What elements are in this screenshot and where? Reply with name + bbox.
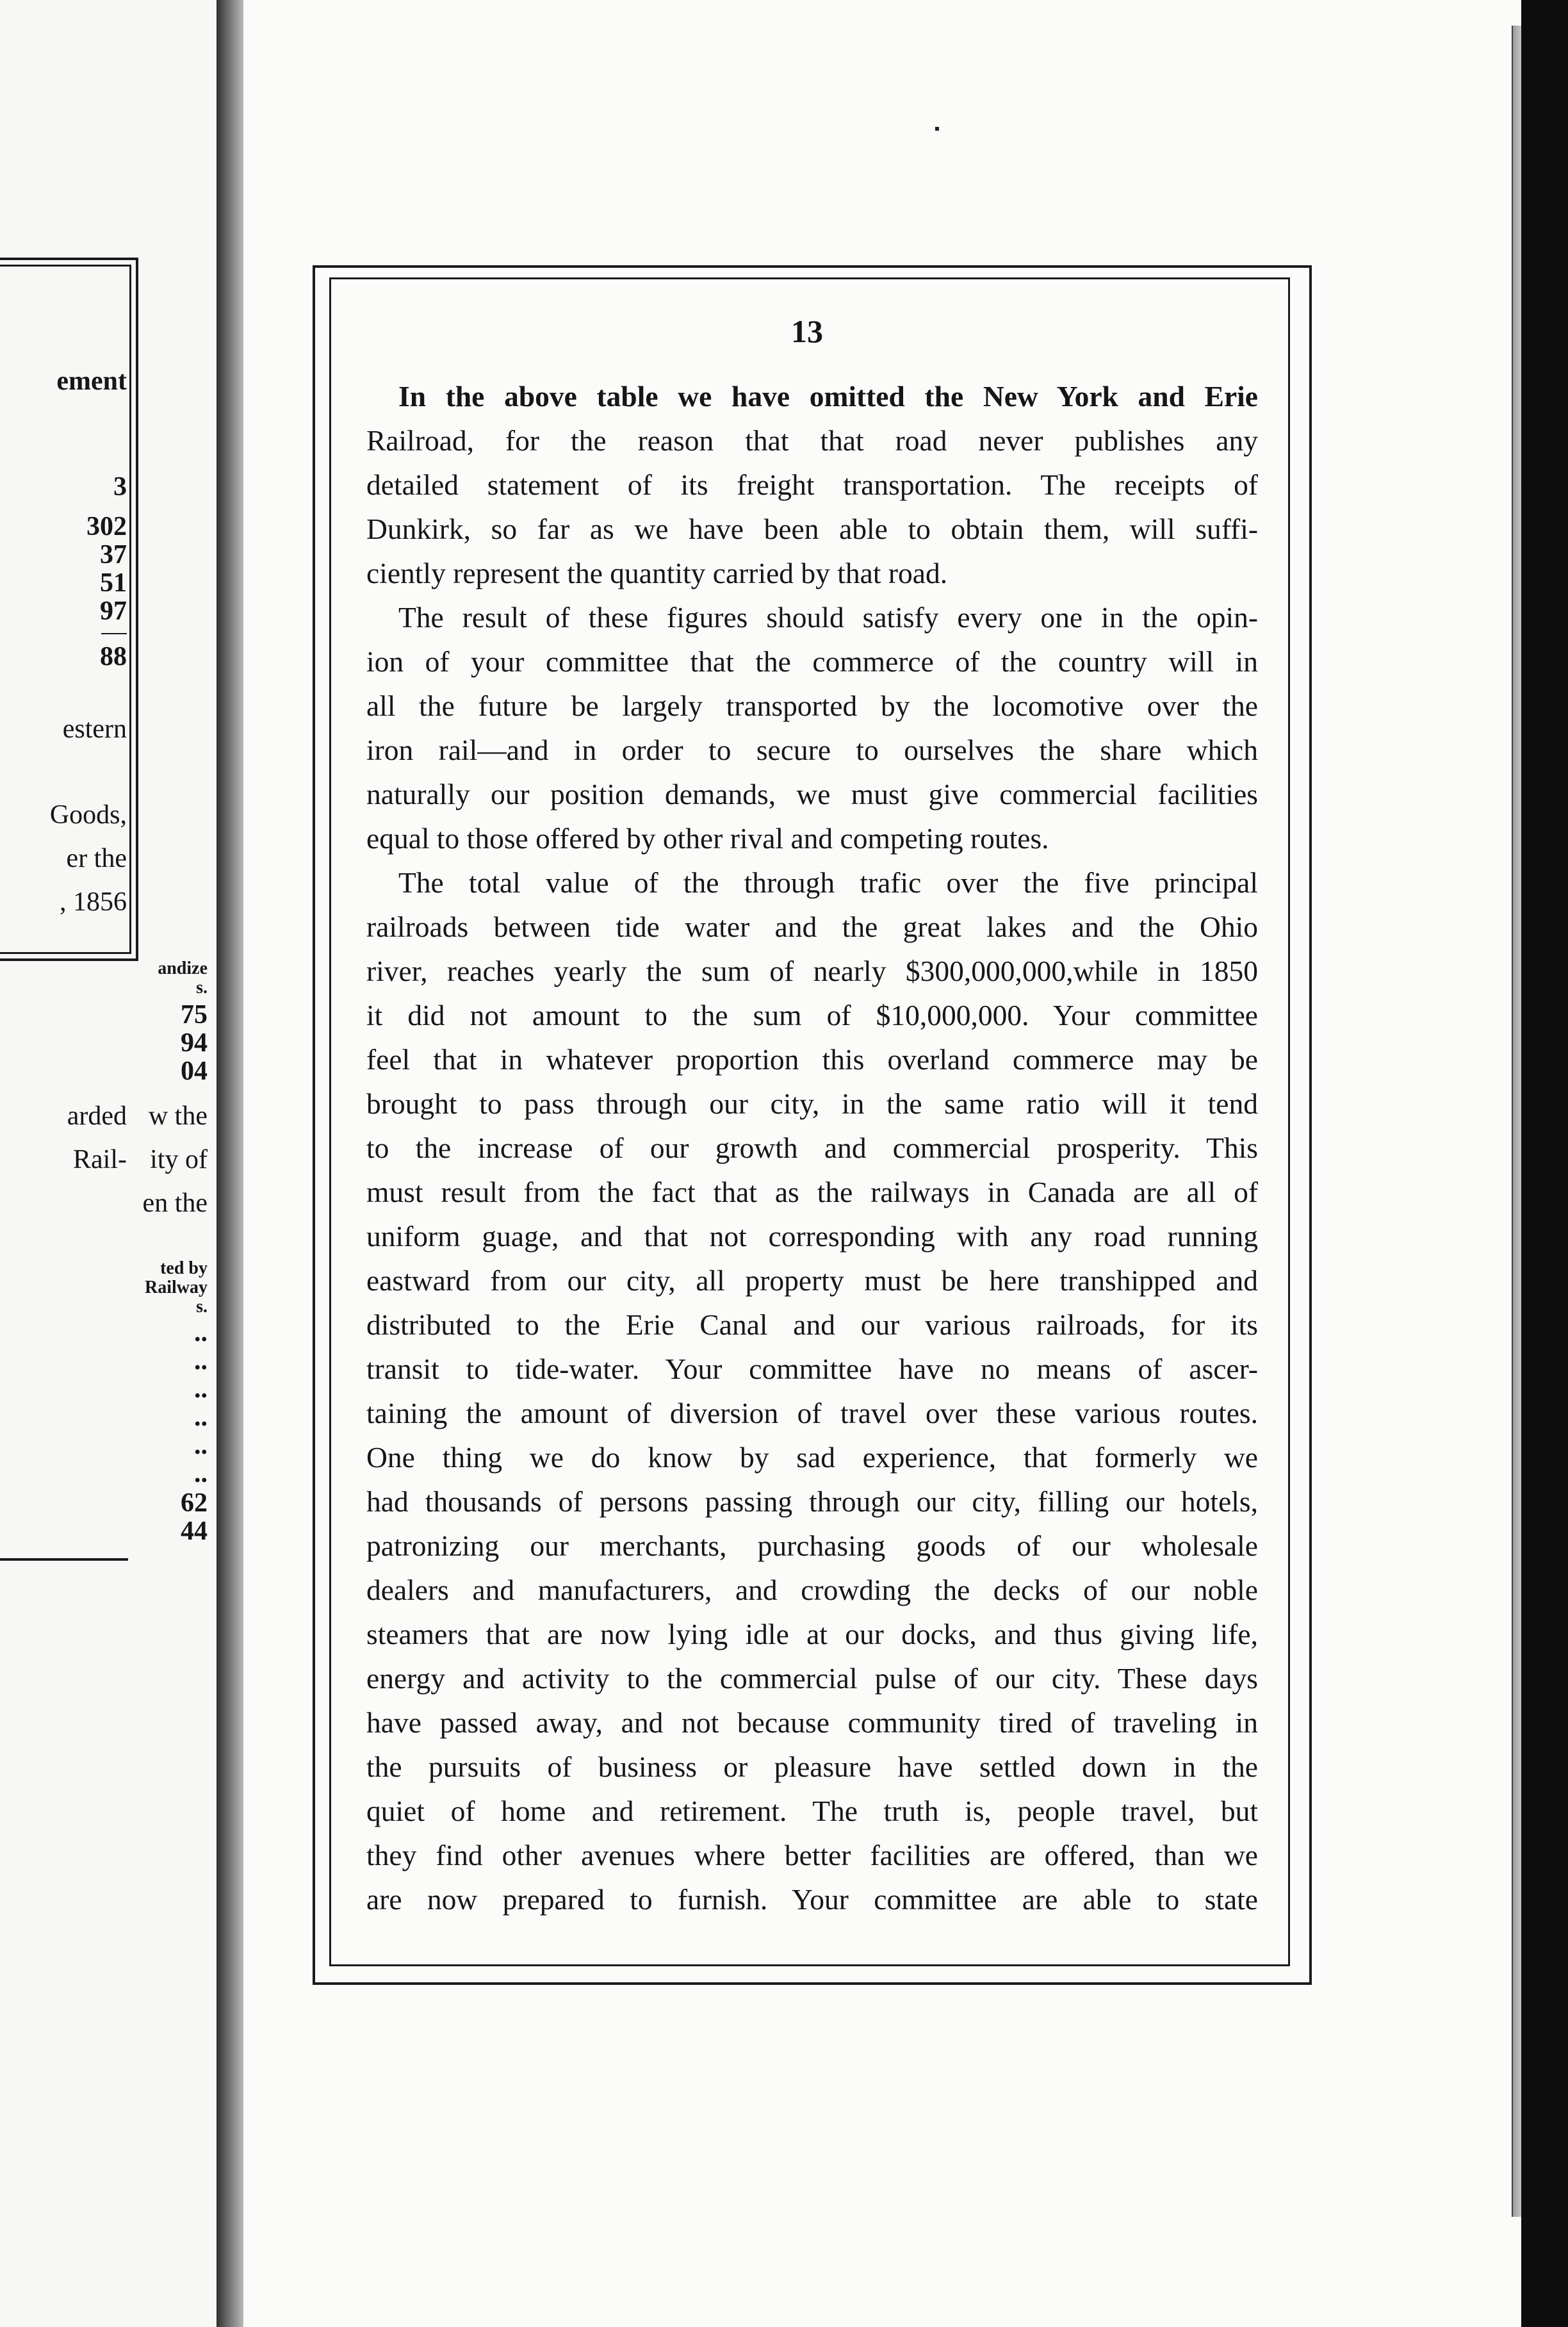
page-number: 13: [791, 313, 823, 349]
text-line: to the increase of our growth and commercial prosperity. This: [366, 1131, 1258, 1164]
left-fragment: 62: [181, 1488, 208, 1518]
left-fragment: s.: [196, 978, 208, 998]
text-line: energy and activity to the commercial pulse of our city. These days: [366, 1662, 1258, 1695]
text-line: Dunkirk, so far as we have been able to obtain them, will suffi-: [366, 513, 1258, 545]
left-fragment: w the: [148, 1101, 208, 1131]
text-line: they find other avenues where better facilities are offered, than we: [366, 1839, 1258, 1871]
text-line: uniform guage, and that not corresponding with any road running: [366, 1220, 1258, 1253]
left-fragment: ..: [194, 1346, 208, 1376]
text-line: river, reaches yearly the sum of nearly $300,000,000,while in 1850: [366, 955, 1258, 987]
text-line: distributed to the Erie Canal and our various railroads, for its: [366, 1308, 1258, 1341]
text-line: railroads between tide water and the great lakes and the Ohio: [366, 910, 1258, 943]
left-fragment: s.: [196, 1297, 208, 1317]
text-line: must result from the fact that as the railways in Canada are all of: [366, 1176, 1258, 1208]
text-line: quiet of home and retirement. The truth is, people travel, but: [366, 1795, 1258, 1827]
body-text: [366, 374, 1258, 1921]
left-fragment: arded: [67, 1101, 127, 1131]
left-fragment: 88: [100, 642, 127, 671]
left-fragment: Goods,: [49, 800, 127, 830]
left-fragment: , 1856: [60, 887, 127, 917]
left-fragment: 37: [100, 540, 127, 570]
text-line: The result of these figures should satisfy every one in the opin-: [398, 601, 1258, 634]
ink-speck: [935, 127, 939, 131]
left-fragment: Rail-: [73, 1145, 127, 1174]
left-fragment: estern: [62, 714, 127, 744]
left-fragment: ..: [194, 1459, 208, 1488]
text-line: had thousands of persons passing through our city, filling our hotels,: [366, 1485, 1258, 1518]
text-line: steamers that are now lying idle at our docks, and thus giving life,: [366, 1618, 1258, 1650]
left-page-lower: [0, 958, 216, 2327]
text-line: the pursuits of business or pleasure have settled down in the: [366, 1750, 1258, 1783]
text-line: taining the amount of diversion of travel over these various routes.: [366, 1397, 1258, 1429]
left-fragment: andize: [158, 958, 208, 978]
left-fragment: 302: [86, 512, 127, 541]
text-line: ion of your committee that the commerce of the country will in: [366, 645, 1258, 678]
left-fragment: 75: [181, 1000, 208, 1030]
text-line: One thing we do know by sad experience, that formerly we: [366, 1441, 1258, 1474]
left-fragment: ..: [194, 1402, 208, 1432]
left-fragment: en the: [142, 1188, 208, 1218]
text-line: dealers and manufacturers, and crowding the decks of our noble: [366, 1574, 1258, 1606]
text-line: equal to those offered by other rival and competing routes.: [366, 822, 1049, 855]
text-line: detailed statement of its freight transportation. The receipts of: [366, 468, 1258, 501]
left-fragment: er the: [66, 844, 127, 873]
text-line: transit to tide-water. Your committee have no means of ascer-: [366, 1353, 1258, 1385]
text-line: The total value of the through trafic over the five principal: [398, 866, 1258, 899]
text-line: Railroad, for the reason that that road never publishes any: [366, 424, 1258, 457]
left-fragment: ity of: [150, 1145, 208, 1174]
left-facing-page: [0, 0, 216, 2327]
scan-background: [1521, 0, 1568, 2327]
left-page-frame: [0, 258, 138, 1174]
left-fragment: ement: [56, 366, 127, 396]
left-frame-bottom: [0, 1558, 128, 1561]
left-fragment: Railway: [145, 1278, 208, 1297]
text-line: patronizing our merchants, purchasing goods of our wholesale: [366, 1529, 1258, 1562]
left-fragment: ..: [194, 1374, 208, 1404]
left-fragment: 51: [100, 568, 127, 598]
text-line: feel that in whatever proportion this overland commerce may be: [366, 1043, 1258, 1076]
left-fragment: 97: [100, 596, 127, 626]
left-fragment: 94: [181, 1028, 208, 1058]
left-fragment: ted by: [160, 1258, 208, 1278]
text-line: brought to pass through our city, in the same ratio will it tend: [366, 1087, 1258, 1120]
text-line: ciently represent the quantity carried by that road.: [366, 557, 948, 589]
text-line: naturally our position demands, we must give commercial facilities: [366, 778, 1258, 810]
text-line: have passed away, and not because community tired of traveling in: [366, 1706, 1258, 1739]
total-rule: [101, 633, 127, 634]
left-fragment: 3: [113, 472, 127, 502]
text-line: are now prepared to furnish. Your committee are able to state: [366, 1883, 1258, 1916]
text-line: all the future be largely transported by the locomotive over the: [366, 689, 1258, 722]
text-line: iron rail—and in order to secure to ourselves the share which: [366, 734, 1258, 766]
left-fragment: 04: [181, 1057, 208, 1086]
left-fragment: ..: [194, 1318, 208, 1347]
left-fragment: ..: [194, 1431, 208, 1460]
left-fragment: 44: [181, 1517, 208, 1546]
text-line: eastward from our city, all property must be here transhipped and: [366, 1264, 1258, 1297]
book-gutter: [216, 0, 243, 2327]
text-line: it did not amount to the sum of $10,000,000. Your committee: [366, 999, 1258, 1032]
text-line: In the above table we have omitted the New York and Erie: [398, 380, 1258, 413]
